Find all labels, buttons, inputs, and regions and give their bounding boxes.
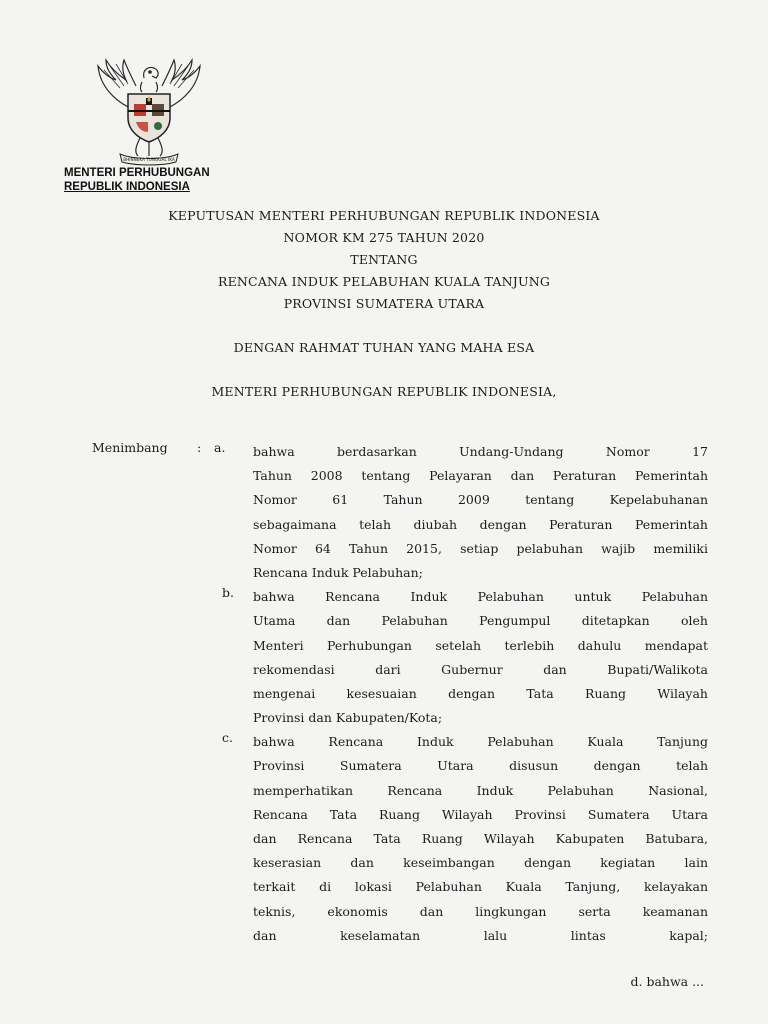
item-line: Menteri Perhubungan setelah terlebih dahulu mendapat [253, 637, 708, 653]
issuer-country: REPUBLIK INDONESIA [64, 181, 190, 193]
item-line: Tahun 2008 tentang Pelayaran dan Peraturan Pemerintah [253, 468, 708, 484]
item-letter: a. [214, 440, 226, 455]
item-line: Nomor 61 Tahun 2009 tentang Kepelabuhanan [253, 492, 708, 508]
item-line: bahwa berdasarkan Undang-Undang Nomor 17 [253, 444, 708, 459]
item-line: dan Rencana Tata Ruang Wilayah Kabupaten Batubara, [253, 831, 708, 846]
item-letter: b. [222, 585, 234, 601]
heading-number: NOMOR KM 275 TAHUN 2020 [283, 230, 485, 245]
garuda-emblem-icon [90, 56, 208, 168]
considering-item-b [92, 585, 712, 730]
heading-subject: RENCANA INDUK PELABUHAN KUALA TANJUNG [217, 274, 551, 289]
considering-item-c [92, 730, 712, 948]
considering-colon: : [197, 440, 202, 455]
item-letter: c. [222, 730, 233, 746]
considering-item-a [92, 440, 712, 585]
item-line: teknis, ekonomis dan lingkungan serta keamanan [253, 903, 708, 919]
item-line: terkait di lokasi Pelabuhan Kuala Tanjung, kelayakan [253, 879, 708, 895]
item-line: bahwa Rencana Induk Pelabuhan untuk Pelabuhan [253, 589, 708, 605]
item-line: Utama dan Pelabuhan Pengumpul ditetapkan oleh [253, 613, 708, 629]
heading-about: TENTANG [350, 252, 418, 267]
svg-text:BHINNEKA TUNGGAL IKA: BHINNEKA TUNGGAL IKA [123, 157, 175, 162]
item-line: dan keselamatan lalu lintas kapal; [253, 927, 708, 943]
considering-label: Menimbang [92, 440, 168, 455]
heading-province: PROVINSI SUMATERA UTARA [283, 296, 485, 311]
heading-title: KEPUTUSAN MENTERI PERHUBUNGAN REPUBLIK INDONESIA [168, 208, 600, 223]
item-line: Rencana Tata Ruang Wilayah Provinsi Sumatera Utara [253, 806, 708, 822]
item-line: keserasian dan keseimbangan dengan kegiatan lain [253, 855, 708, 871]
item-line: rekomendasi dari Gubernur dan Bupati/Walikota [253, 661, 708, 677]
document-heading [0, 205, 768, 403]
issuer-block [64, 166, 210, 194]
page-continuation: d. bahwa ... [630, 974, 704, 989]
item-line: Nomor 64 Tahun 2015, setiap pelabuhan wajib memiliki [253, 540, 708, 556]
issuer-title: MENTERI PERHUBUNGAN [64, 167, 210, 179]
item-line: Rencana Induk Pelabuhan; [253, 564, 423, 580]
item-line: Provinsi Sumatera Utara disusun dengan telah [253, 758, 708, 774]
authority-line: MENTERI PERHUBUNGAN REPUBLIK INDONESIA, [211, 384, 557, 399]
invocation: DENGAN RAHMAT TUHAN YANG MAHA ESA [233, 340, 535, 355]
item-line: memperhatikan Rencana Induk Pelabuhan Nasional, [253, 782, 708, 798]
item-line: sebagaimana telah diubah dengan Peraturan Pemerintah [253, 516, 708, 532]
item-line: bahwa Rencana Induk Pelabuhan Kuala Tanjung [253, 734, 708, 750]
item-line: mengenai kesesuaian dengan Tata Ruang Wilayah [253, 685, 708, 701]
item-line: Provinsi dan Kabupaten/Kota; [253, 710, 443, 726]
